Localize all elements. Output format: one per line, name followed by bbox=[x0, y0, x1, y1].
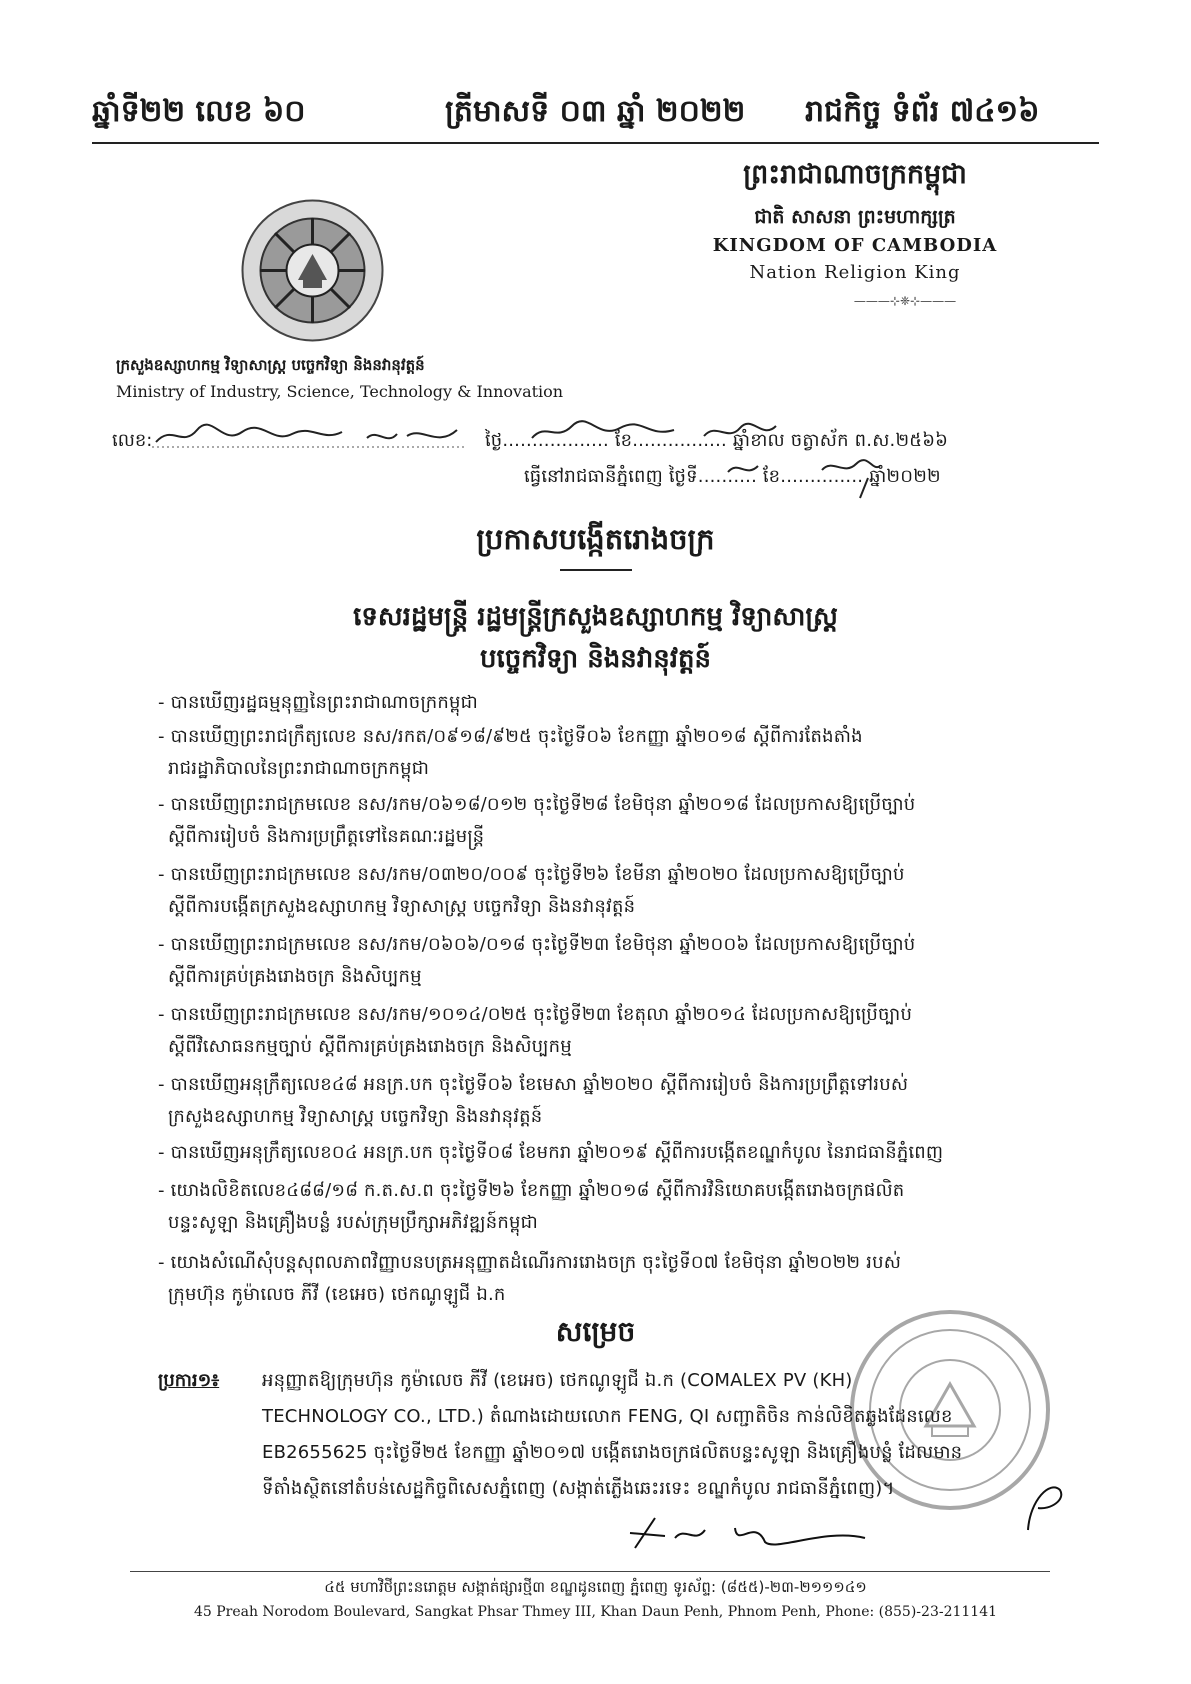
ref-number-label: លេខ: bbox=[112, 430, 153, 451]
consideration-line: - បានឃើញអនុក្រឹត្យលេខ៤៨ អនក្រ.បក ចុះថ្ងៃទី០៦ ខែមេសា ឆ្នាំ២០២០ ស្តីពីការរៀបចំ និងការប្រព្រឹត្តទៅរបស់ bbox=[158, 1074, 909, 1095]
document-title: ប្រកាសបង្កើតរោងចក្រ bbox=[476, 522, 715, 556]
consideration-line: ស្តីពីការរៀបចំ និងការប្រព្រឹត្តទៅនៃគណៈរដ្ឋមន្ត្រី bbox=[168, 826, 485, 847]
kingdom-motto-en: Nation Religion King bbox=[749, 262, 961, 283]
kingdom-motto-kh: ជាតិ សាសនា ព្រះមហាក្សត្រ bbox=[754, 206, 956, 228]
consideration-line: - យោងលិខិតលេខ៤៨៨/១៨ ក.ត.ស.ព ចុះថ្ងៃទី២៦ ខែកញ្ញា ឆ្នាំ២០១៨ ស្តីពីការវិនិយោគបង្កើតរោងចក្រផលិត bbox=[158, 1180, 905, 1201]
gazette-year-number: ឆ្នាំទី២២ លេខ ៦០ bbox=[92, 94, 306, 129]
ministry-name-en: Ministry of Industry, Science, Technology & Innovation bbox=[116, 382, 564, 401]
consideration-line: - បានឃើញអនុក្រឹត្យលេខ០៤ អនក្រ.បក ចុះថ្ងៃទី០៨ ខែមករា ឆ្នាំ២០១៩ ស្តីពីការបង្កើតខណ្ឌកំបូល នៃរាជធានីភ្នំពេញ bbox=[158, 1142, 944, 1163]
minister-title-line1: ទេសរដ្ឋមន្ត្រី រដ្ឋមន្ត្រីក្រសួងឧស្សាហកម្ម វិទ្យាសាស្ត្រ bbox=[353, 602, 838, 632]
consideration-line: - បានឃើញព្រះរាជក្រមលេខ នស/រកម/០៦០៦/០១៨ ចុះថ្ងៃទី២៣ ខែមិថុនា ឆ្នាំ២០០៦ ដែលប្រកាសឱ្យប្រើច្បាប់ bbox=[158, 934, 916, 955]
kingdom-title-kh: ព្រះរាជាណាចក្រកម្ពុជា bbox=[743, 159, 967, 190]
solar-date-handwriting bbox=[720, 452, 890, 500]
footer-rule bbox=[130, 1571, 1050, 1572]
decision-heading: សម្រេច bbox=[555, 1315, 636, 1348]
consideration-line: - បានឃើញព្រះរាជក្រឹត្យលេខ នស/រកត/០៩១៨/៩២៥ ចុះថ្ងៃទី០៦ ខែកញ្ញា ឆ្នាំ២០១៨ ស្តីពីការតែងតាំង bbox=[158, 726, 863, 747]
footer-address-kh: ៤៥ មហាវិថីព្រះនរោត្តម សង្កាត់ផ្សារថ្មី៣ ខណ្ឌដូនពេញ ភ្នំពេញ ទូរស័ព្ទ: (៨៥៥)-២៣-២១១១៤១ bbox=[324, 1578, 867, 1596]
article-label: ប្រការ១៖ bbox=[158, 1370, 220, 1391]
solar-date-line: ធ្វើនៅរាជធានីភ្នំពេញ ថ្ងៃទី.......... ខែ.............. ឆ្នាំ២០២២ bbox=[524, 466, 941, 487]
consideration-line: ស្តីពីការបង្កើតក្រសួងឧស្សាហកម្ម វិទ្យាសាស្ត្រ បច្ចេកវិទ្យា និងនវានុវត្តន៍ bbox=[168, 896, 636, 917]
title-ornament bbox=[560, 569, 632, 571]
consideration-line: ក្រសួងឧស្សាហកម្ម វិទ្យាសាស្ត្រ បច្ចេកវិទ្យា និងនវានុវត្តន៍ bbox=[168, 1106, 543, 1127]
consideration-line: ក្រុមហ៊ុន កូម៉ាលេច ភីវី (ខេអេច) ថេកណូឡូជី ឯ.ក bbox=[168, 1284, 506, 1305]
consideration-line: ស្តីពីការគ្រប់គ្រងរោងចក្រ និងសិប្បកម្ម bbox=[168, 966, 422, 987]
article-line: អនុញ្ញាតឱ្យក្រុមហ៊ុន កូម៉ាលេច ភីវី (ខេអេច) ថេកណូឡូជី ឯ.ក (COMALEX PV (KH) bbox=[262, 1370, 853, 1391]
consideration-line: រាជរដ្ឋាភិបាលនៃព្រះរាជាណាចក្រកម្ពុជា bbox=[168, 758, 430, 779]
consideration-line: ស្តីពីវិសោធនកម្មច្បាប់ ស្តីពីការគ្រប់គ្រងរោងចក្រ និងសិប្បកម្ម bbox=[168, 1036, 572, 1057]
consideration-line: - បានឃើញព្រះរាជក្រមលេខ នស/រកម/០៣២០/០០៩ ចុះថ្ងៃទី២៦ ខែមីនា ឆ្នាំ២០២០ ដែលប្រកាសឱ្យប្រើច្បាប់ bbox=[158, 864, 905, 885]
lunar-month-handwriting bbox=[700, 416, 780, 446]
consideration-line: - បានឃើញព្រះរាជក្រមលេខ នស/រកម/០៦១៨/០១២ ចុះថ្ងៃទី២៨ ខែមិថុនា ឆ្នាំ២០១៨ ដែលប្រកាសឱ្យប្រើច្បាប់ bbox=[158, 794, 916, 815]
gazette-page: រាជកិច្ច ទំព័រ ៧៤១៦ bbox=[805, 94, 1040, 129]
signature-mark bbox=[1020, 1470, 1070, 1540]
article-line: TECHNOLOGY CO., LTD.) តំណាងដោយលោក FENG, QI សញ្ជាតិចិន កាន់លិខិតឆ្លងដែនលេខ bbox=[262, 1406, 953, 1427]
minister-title-line2: បច្ចេកវិទ្យា និងនវានុវត្តន៍ bbox=[480, 644, 711, 674]
article-line: EB2655625 ចុះថ្ងៃទី២៥ ខែកញ្ញា ឆ្នាំ២០១៧ បង្កើតរោងចក្រផលិតបន្ទះសូឡា និងគ្រឿងបន្លំ ដែលមាន bbox=[262, 1442, 963, 1463]
consideration-line: - បានឃើញព្រះរាជក្រមលេខ នស/រកម/១០១៤/០២៥ ចុះថ្ងៃទី២៣ ខែតុលា ឆ្នាំ២០១៤ ដែលប្រកាសឱ្យប្រើច្បាប់ bbox=[158, 1004, 913, 1025]
ministry-name-kh: ក្រសួងឧស្សាហកម្ម វិទ្យាសាស្ត្រ បច្ចេកវិទ្យា និងនវានុវត្តន៍ bbox=[116, 356, 425, 374]
gazette-quarter: ត្រីមាសទី ០៣ ឆ្នាំ ២០២២ bbox=[445, 94, 746, 129]
footer-address-en: 45 Preah Norodom Boulevard, Sangkat Phsar Thmey III, Khan Daun Penh, Phnom Penh, Phone: (855)-23-211141 bbox=[193, 1604, 998, 1620]
signature-initials bbox=[625, 1508, 875, 1568]
ref-number-handwriting bbox=[152, 420, 467, 450]
ministry-logo bbox=[240, 198, 385, 343]
motto-ornament: ———⊹❈⊹——— bbox=[853, 294, 957, 308]
consideration-line: - យោងសំណើសុំបន្តសុពលភាពវិញ្ញាបនបត្រអនុញ្ញាតដំណើរការរោងចក្រ ចុះថ្ងៃទី០៧ ខែមិថុនា ឆ្នាំ២០២២ របស់ bbox=[158, 1252, 902, 1273]
consideration-line: - បានឃើញរដ្ឋធម្មនុញ្ញនៃព្រះរាជាណាចក្រកម្ពុជា bbox=[158, 692, 479, 713]
consideration-line: បន្ទះសូឡា និងគ្រឿងបន្លំ របស់ក្រុមប្រឹក្សាអភិវឌ្ឍន៍កម្ពុជា bbox=[168, 1212, 538, 1233]
header-rule bbox=[92, 142, 1099, 144]
lunar-date-handwriting bbox=[528, 416, 678, 446]
lunar-date-line: ថ្ងៃ.................. ខែ................ ឆ្នាំខាល ចត្វាស័ក ព.ស.២៥៦៦ bbox=[485, 430, 949, 451]
article-line: ទីតាំងស្ថិតនៅតំបន់សេដ្ឋកិច្ចពិសេសភ្នំពេញ (សង្កាត់ភ្លើងឆេះរទេះ ខណ្ឌកំបូល រាជធានីភ្នំពេញ)។ bbox=[262, 1478, 895, 1499]
kingdom-title-en: KINGDOM OF CAMBODIA bbox=[712, 235, 998, 256]
